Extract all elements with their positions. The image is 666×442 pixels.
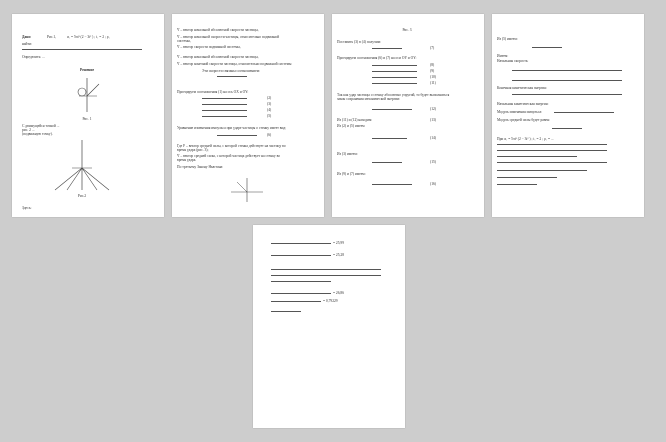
equation-number: (11) [430,81,436,85]
document-page-4 [492,14,644,217]
formula-line [552,128,582,129]
equation-number: (9) [430,69,435,73]
text-line: Начальная кинетическая энергия: [497,102,549,106]
text-line: Где F – вектор средней силы, с которой стенка действует на частицу во [177,144,286,148]
text-line: время удара (рис. 3); [177,148,209,152]
text-line: Проецируем соотношения (1) на ось ОX и ОY: [177,90,249,94]
formula-line [271,243,331,244]
formula-line [512,70,622,71]
text-line: Так как удар частицы о стенку абсолютно упругий, то будет выполняться [337,93,450,97]
equation-number: (13) [430,118,436,122]
document-page-3 [332,14,484,217]
equation-number: (12) [430,107,436,111]
text-line: V̄ – вектор скорости подвижной системы, [177,45,241,49]
formula-line [271,281,331,282]
text-line: Из (11) и (12) находим: [337,118,373,122]
text-line: Имеем: [497,54,509,58]
text-line: (подвижную точку). [22,132,53,136]
figure-1-diagram [67,76,107,114]
equation-number: (4) [267,108,272,112]
text-line: Поставить (3) в (4) получим: [337,40,382,44]
text-line: V̄ – вектор начальной абсолютной скорости частицы, [177,55,259,59]
equation-number: (6) [267,133,272,137]
text-line: По третьему Закону Ньютона: [177,165,224,169]
text-line: Из (9) и (7) имеем: [337,172,366,176]
text-line: Определить: ... [22,55,45,59]
text-line: Начальная скорость: [497,59,529,63]
text-line: Здесь: [22,206,32,210]
text-line: V̄ – вектор средней силы, с которой частица действует на стенку во [177,154,281,158]
equation-number: (2) [267,96,272,100]
text-line: рис. 2 ... [22,128,35,132]
equation-number: (5) [267,114,272,118]
formula-line [512,80,622,81]
formula-line [202,110,247,111]
text-line: Эти скорости связаны соотношением: [202,69,261,73]
text-line: время удара. [177,158,197,162]
equation-number: (14) [430,136,436,140]
equation-number: (16) [430,182,436,186]
formula-line: α₁ = 5πt³ (2 − 3t² ) ; t₁ = 2 ; ρ₁ [67,35,110,39]
text-line: С движущейся точкой ... [22,124,60,128]
formula-line [497,170,587,171]
formula-line [217,76,247,77]
formula-line [372,83,417,84]
formula-result: = 25,28 [333,253,345,257]
text-line: Проецируем соотношения (6) и (7) на оси ОY и ОY: [337,56,417,60]
text-line: V̄ – вектор начальной абсолютной скорости частицы, [177,28,259,32]
formula-line [372,65,417,66]
formula-line [22,49,142,50]
formula-line [372,77,417,78]
text-line: Модуль изменения импульса: [497,110,543,114]
figure-caption: Рис.2 [77,194,87,198]
text-line: Из (3) имеем: [337,152,358,156]
formula-line [497,144,607,145]
formula-result: = 26,86 [333,291,345,295]
document-page-1 [12,14,164,217]
formula-line [372,162,402,163]
equation-number: (8) [430,63,435,67]
text-line: V̄ – вектор конечной скорости частицы, относительно подвижной системы [177,62,292,66]
formula-line [372,184,412,185]
text-line: найти: [22,42,32,46]
equation-number: (3) [267,102,272,106]
formula-line [497,177,557,178]
formula-line [271,311,301,312]
figure-caption: Рис. 1 [82,117,92,121]
section-title: Решение [79,68,95,72]
formula-line [271,255,331,256]
document-page-5 [253,225,405,428]
text-line: системы, [177,39,191,43]
formula-line [497,162,607,163]
equation-number: (15) [430,160,436,164]
formula-line [497,184,537,185]
formula-result: = 25,99 [333,241,345,245]
text-line: Конечная кинетическая энергия: [497,86,547,90]
formula-line [372,138,407,139]
formula-line [271,269,381,270]
formula-line [202,116,247,117]
formula-line [372,109,412,110]
formula-line [202,98,247,99]
figure-caption: Рис. 3 [402,28,412,32]
formula-line [372,48,402,49]
figure-3-diagram [227,176,267,204]
formula-line [497,156,577,157]
text-line: Модуль средней силы будет равен: [497,118,551,122]
text-line: Уравнение изменения импульса при ударе частицы о стенку имеет вид: [177,126,287,130]
document-page-2 [172,14,324,217]
formula-line [372,71,417,72]
equation-number: (10) [430,75,436,79]
text-line: Из (5) имеем: [497,37,518,41]
formula-line [271,275,381,276]
figure-2-diagram [47,138,117,193]
text-line: Из (2) и (5) имеем [337,124,365,128]
equation-number: (7) [430,46,435,50]
formula-line [554,112,614,113]
formula-line [271,301,321,302]
formula-line [202,104,247,105]
text-line: закон сохранения механической энергии: [337,97,401,101]
text-line: Дано: [22,35,32,39]
text-line: При α₁ = 5πt³ (2 − 3t² ) ; t₁ = 2 ; ρ₁ = ... [497,137,554,141]
formula-line [497,150,607,151]
text-line: Рис.1, [47,35,57,39]
formula-line [217,135,257,136]
text-line: V̄ – вектор начальной скорости частицы, относительно подвижной [177,35,280,39]
formula-line [271,293,331,294]
formula-line [512,94,622,95]
formula-result: = 0,79229 [323,299,338,303]
formula-line [532,47,562,48]
